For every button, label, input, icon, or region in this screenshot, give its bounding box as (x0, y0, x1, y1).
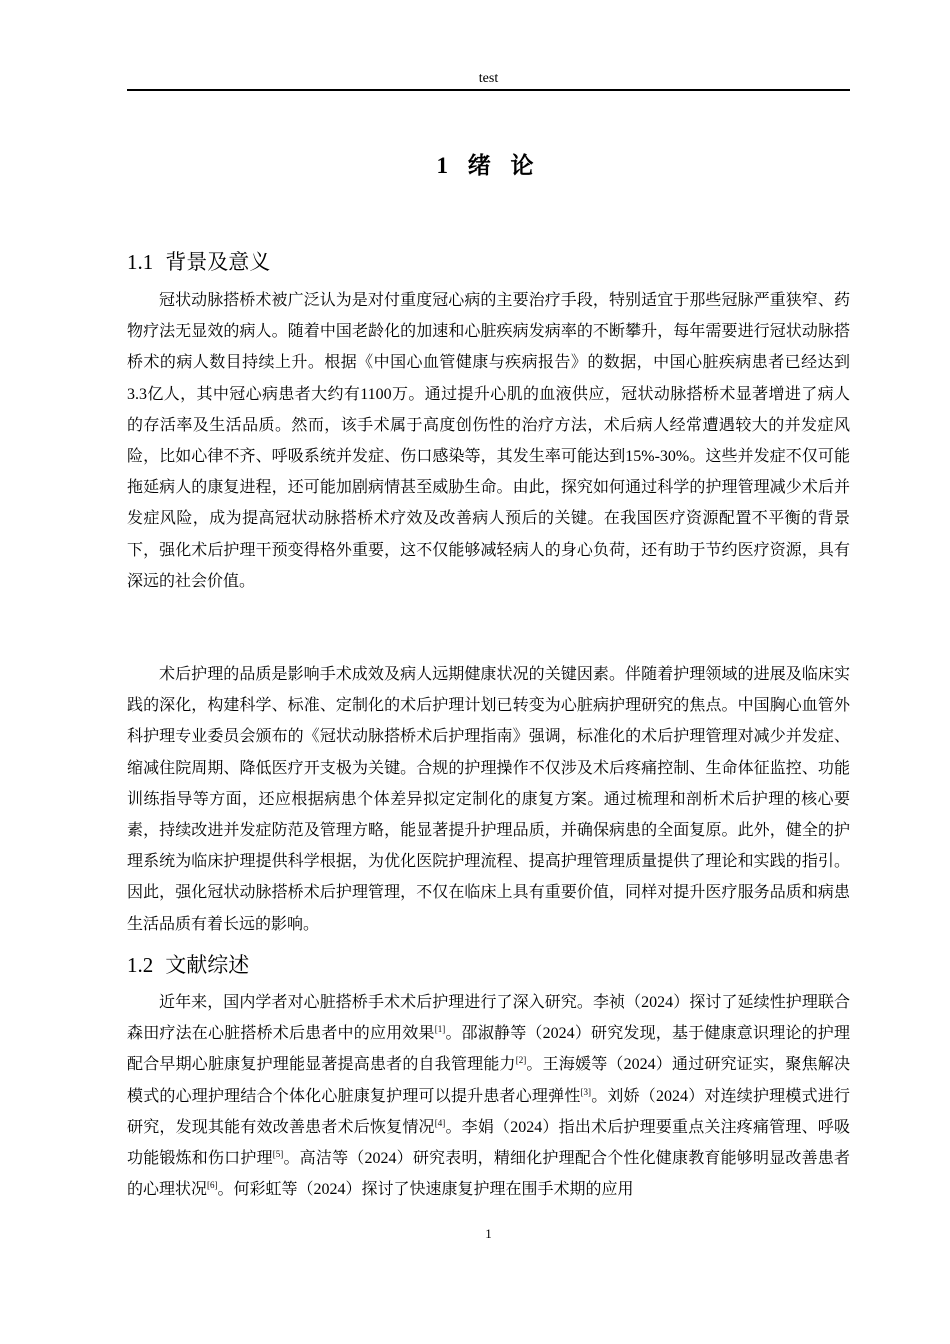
review-text: 。刘娇（2024）对连续护理模式进行研究，发现其能有效改善患者术后恢复情况 (127, 1087, 850, 1136)
citation-ref[interactable]: [4] (434, 1117, 446, 1128)
paragraph-background-1: 冠状动脉搭桥术被广泛认为是对付重度冠心病的主要治疗手段，特别适宜于那些冠脉严重狭窄、药物疗法无显效的病人。随着中国老龄化的加速和心脏疾病发病率的不断攀升，每年需要进行冠状动脉搭桥术的病人数目持续上升。根据《中国心血管健康与疾病报告》的数据，中国心脏疾病患者已经达到3.3亿人，其中冠心病患者大约有1100万。通过提升心肌的血液供应，冠状动脉搭桥术显著增进了病人的存活率及生活品质。然而，该手术属于高度创伤性的治疗方法，术后病人经常遭遇较大的并发症风险，比如心律不齐、呼吸系统并发症、伤口感染等，其发生率可能达到15%-30%。这些并发症不仅可能拖延病人的康复进程，还可能加剧病情甚至威胁生命。由此，探究如何通过科学的护理管理减少术后并发症风险，成为提高冠状动脉搭桥术疗效及改善病人预后的关键。在我国医疗资源配置不平衡的背景下，强化术后护理干预变得格外重要，这不仅能够减轻病人的身心负荷，还有助于节约医疗资源，具有深远的社会价值。 (127, 292, 850, 590)
citation-ref[interactable]: [2] (515, 1055, 527, 1066)
section-heading-1-1 (127, 247, 270, 277)
section-title: 文献综述 (165, 953, 250, 977)
citation-ref[interactable]: [3] (580, 1086, 592, 1097)
chapter-title: 1 绪 论 (436, 153, 541, 178)
section-number: 1.1 (127, 250, 154, 274)
review-text: 。邵淑静等（2024）研究发现，基于健康意识理论的护理配合早期心脏康复护理能显著提高患者的自我管理能力 (127, 1025, 850, 1074)
review-text: 近年来，国内学者对心脏搭桥手术术后护理进行了深入研究。李祯（2024）探讨了延续性护理联合森田疗法在心脏搭桥术后患者中的应用效果 (127, 994, 850, 1043)
paragraph-literature-review (127, 987, 850, 1205)
citation-ref[interactable]: [6] (207, 1180, 218, 1191)
page-number: 1 (485, 1226, 492, 1241)
citation-ref[interactable]: [1] (434, 1024, 446, 1035)
section-number: 1.2 (127, 953, 154, 977)
review-text: 。何彩虹等（2024）探讨了快速康复护理在围手术期的应用 (217, 1181, 634, 1199)
review-text: 。高洁等（2024）研究表明，精细化护理配合个性化健康教育能够明显改善患者的心理状况 (127, 1150, 850, 1199)
review-text: 。李娟（2024）指出术后护理要重点关注疼痛管理、呼吸功能锻炼和伤口护理 (127, 1118, 850, 1168)
citation-ref[interactable]: [5] (272, 1149, 284, 1160)
header-rule (127, 89, 850, 91)
review-text: 。王海媛等（2024）通过研究证实，聚焦解决模式的心理护理结合个体化心脏康复护理可以提升患者心理弹性 (127, 1056, 850, 1105)
paragraph-background-2: 术后护理的品质是影响手术成效及病人远期健康状况的关键因素。伴随着护理领域的进展及临床实践的深化，构建科学、标准、定制化的术后护理计划已转变为心脏病护理研究的焦点。中国胸心血管外科护理专业委员会颁布的《冠状动脉搭桥术后护理指南》强调，标准化的术后护理管理对减少并发症、缩减住院周期、降低医疗开支极为关键。合规的护理操作不仅涉及术后疼痛控制、生命体征监控、功能训练指导等方面，还应根据病患个体差异拟定定制化的康复方案。通过梳理和剖析术后护理的核心要素，持续改进并发症防范及管理方略，能显著提升护理品质，并确保病患的全面复原。此外，健全的护理系统为临床护理提供科学根据，为优化医院护理流程、提高护理管理质量提供了理论和实践的指引。因此，强化冠状动脉搭桥术后护理管理，不仅在临床上具有重要价值，同样对提升医疗服务品质和病患生活品质有着长远的影响。 (127, 666, 850, 933)
page-header: test (478, 71, 499, 86)
section-heading-1-2 (127, 950, 249, 980)
section-title: 背景及意义 (165, 250, 271, 274)
